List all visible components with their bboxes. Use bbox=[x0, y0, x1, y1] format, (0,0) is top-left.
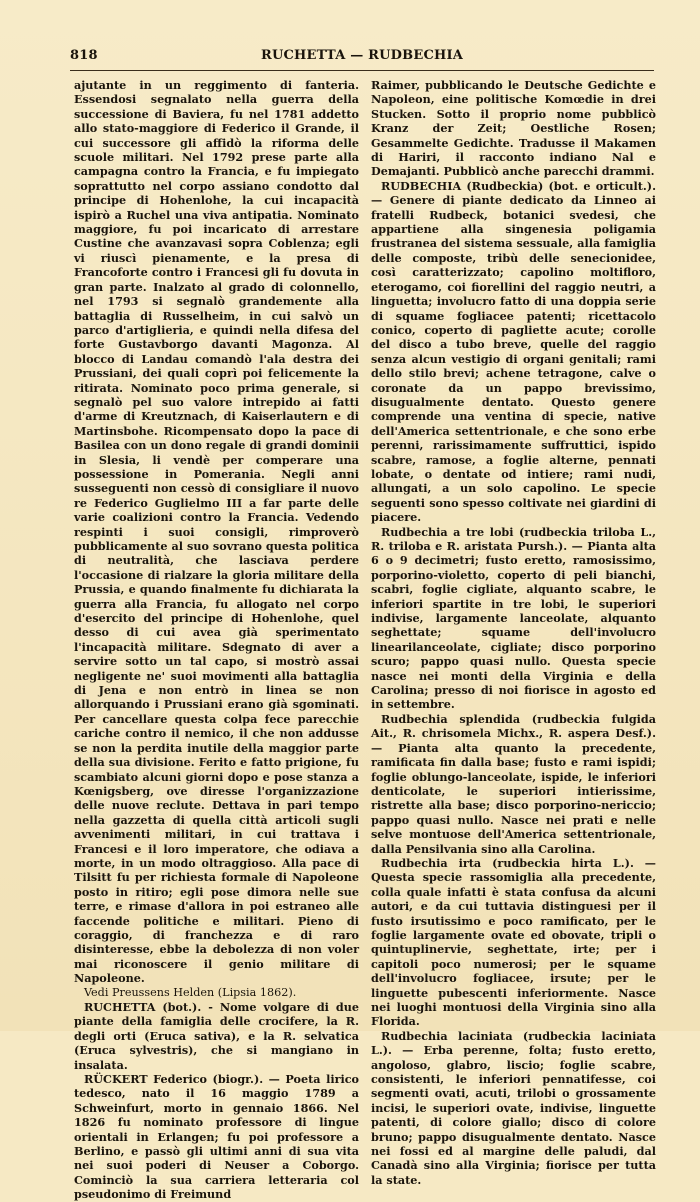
left-column bbox=[74, 78, 359, 1202]
entry-ruchetta: RUCHETTA (bot.). - Nome volgare di due piante della famiglia delle crocifere, la R. degli orti (Eruca sativa), e la R. selvatica (Eruca sylvestris), che si mangiano in insalata. bbox=[74, 1000, 359, 1072]
paragraph-continuation: Raimer, pubblicando le Deutsche Gedichte e Napoleon, eine politische Komœdie in drei Stucken. Sotto il proprio nome pubblicò Kranz der Zeit; Oestliche Rosen; Gesammelte Gedichte. Tradusse il Makamen di Hariri, il racconto indiano Nal e Demajanti. Pubblicò anche parecchi drammi. bbox=[371, 78, 656, 179]
running-head: RUCHETTA — RUDBECHIA bbox=[260, 48, 464, 63]
reference-note: Vedi Preussens Helden (Lipsia 1862). bbox=[84, 985, 297, 999]
entry-rudbechia-splendida: Rudbechia splendida (rudbeckia fulgida Ait., R. chrisomela Michx., R. aspera Desf.). — Pianta alta quanto la precedente, ramificata fin dalla base; fusto e rami ispidi; foglie oblungo-lanceolate, ispide, le inferiori denticolate, le superiori intierissime, ristrette alla base; disco porporino-nericcio; pappo quasi nullo. Nasce nei prati e nelle selve montuose dell'America settentrionale, dalla Pensilvania sino alla Carolina. bbox=[371, 711, 656, 856]
text-columns bbox=[74, 78, 656, 1202]
entry-rudbechia-irta: Rudbechia irta (rudbeckia hirta L.). — Questa specie rassomiglia alla precedente, colla quale infatti è stata confusa da alcuni autori, e da cui tuttavia distinguesi per il fusto irsutissimo e poco ramificato, per le foglie largamente ovate ed obovate, tripli o quintuplinervie, seghettate, irte; per i capitoli poco numerosi; per le squame dell'involucro fogliacee, irsute; per le linguette pubescenti inferiormente. Nasce nei luoghi montuosi della Virginia sino alla Florida. bbox=[371, 855, 656, 1029]
page-header bbox=[70, 46, 654, 68]
paragraph-continuation: ajutante in un reggimento di fanteria. Essendosi segnalato nella guerra della successione di Baviera, fu nel 1781 addetto allo stato-maggiore di Federico il Grande, il cui successore gli affidò la riforma delle scuole militari. Nel 1792 prese parte alla campagna contro la Francia, e fu impiegato soprattutto nel corpo assiano condotto dal principe di Hohenlohe, la cui incapacità ispirò a Ruchel una viva antipatia. Nominato maggiore, fu poi incaricato di arrestare Custine che avanzavasi sopra Coblenza; egli vi riuscì pienamente, e la presa di Francoforte contro i Francesi gli fu dovuta in gran parte. Inalzato al grado di colonnello, nel 1793 si segnalò grandemente alla battaglia di Russelheim, in cui salvò un parco d'artiglieria, e quindi nella difesa del forte Gustavborgo davanti Magonza. Al blocco di Landau comandò l'ala destra dei Prussiani, dei quali coprì poi felicemente la ritirata. Nominato poco prima generale, si segnalò pel suo valore intrepido ai fatti d'arme di Kreutznach, di Kaiserlautern e di Martinsbohe. Ricompensato dopo la pace di Basilea con un dono regale di grandi dominii in Slesia, li vendè per comperare una possessione in Pomerania. Negli anni susseguenti non cessò di consigliare il nuovo re Federico Guglielmo III a far parte delle varie coalizioni contro la Francia. Vedendo respinti i suoi consigli, rimproverò pubblicamente al suo sovrano questa politica di neutralità, che lasciava perdere l'occasione di rialzare la gloria militare della Prussia, e quando finalmente fu dichiarata la guerra alla Francia, fu allogato nel corpo d'esercito del principe di Hohenlohe, quel desso di cui avea già sperimentato l'incapacità militare. Sdegnato di aver a servire sotto un tal capo, si mostrò assai negligente ne' suoi movimenti alla battaglia di Jena e non entrò in linea se non allorquando i Prussiani erano già sgominati. Per cancellare questa colpa fece parecchie cariche contro il nemico, il che non addusse se non la perdita inutile della maggior parte della sua divisione. Ferito e fatto prigione, fu scambiato alcuni giorni dopo e pose stanza a Kœnigsberg, ove diresse l'organizzazione delle nuove reclute. Dettava in pari tempo nella gazzetta di quella città articoli sugli avvenimenti militari, in cui trattava i Francesi e il loro imperatore, che odiava a morte, in un modo oltraggioso. Alla pace di Tilsitt fu per richiesta formale di Napoleone posto in ritiro; egli pose dimora nelle sue terre, e rimase d'allora in poi estraneo alle faccende politiche e militari. Pieno di coraggio, di franchezza e di raro disinteresse, ebbe la debolezza di non voler mai riconoscere il genio militare di Napoleone. bbox=[74, 78, 359, 986]
page-number: 818 bbox=[70, 48, 98, 63]
entry-rudbechia-laciniata: Rudbechia laciniata (rudbeckia laciniata L.). — Erba perenne, folta; fusto eretto, angoloso, glabro, liscio; foglie scabre, consistenti, le inferiori pennatifesse, coi segmenti ovati, acuti, trilobi o grossamente incisi, le superiori ovate, indivise, linguette patenti, di colore giallo; disco di colore bruno; pappo disugualmente dentato. Nasce nei fossi ed al margine delle paludi, dal Canadà sino alla Virginia; fiorisce per tutta la state. bbox=[371, 1028, 656, 1187]
entry-rudbechia: RUDBECHIA (Rudbeckia) (bot. e orticult.). — Genere di piante dedicato da Linneo ai fratelli Rudbeck, botanici svedesi, che appartiene alla singenesia poligamia frustranea del sistema sessuale, alla famiglia delle composte, tribù delle senecionidee, così caratterizzato; capolino moltifloro, eterogamo, coi fiorellini del raggio neutri, a linguetta; involucro fatto di una doppia serie di squame fogliacee patenti; ricettacolo conico, coperto di pagliette acute; corolle del disco a tubo breve, quelle del raggio senza alcun vestigio di organi genitali; rami dello stilo brevi; achene tetragone, calve o coronate da un pappo brevissimo, disugualmente dentato. Questo genere comprende una ventina di specie, native dell'America settentrionale, e che sono erbe perenni, rarissimamente suffruttici, ispido scabre, ramose, a foglie alterne, pennati lobate, o dentate od intiere; rami nudi, allungati, a un solo capolino. Le specie seguenti sono spesso coltivate nei giardini di piacere. bbox=[371, 178, 656, 525]
header-rule bbox=[70, 70, 654, 71]
right-column bbox=[371, 78, 656, 1187]
entry-ruckert: RÜCKERT Federico (biogr.). — Poeta lirico tedesco, nato il 16 maggio 1789 a Schweinfurt, morto in gennaio 1866. Nel 1826 fu nominato professore di lingue orientali in Erlangen; fu poi professore a Berlino, e passò gli ultimi anni di sua vita nei suoi poderi di Neuser a Coborgo. Cominciò la sua carriera letteraria col pseudonimo di Freimund bbox=[74, 1072, 359, 1202]
entry-rudbechia-triloba: Rudbechia a tre lobi (rudbeckia triloba L., R. triloba e R. aristata Pursh.). — Pianta alta 6 o 9 decimetri; fusto eretto, ramosissimo, porporino-violetto, coperto di peli bianchi, scabri, foglie cigliate, alquanto scabre, le inferiori spartite in tre lobi, le superiori indivise, largamente lanceolate, alquanto seghettate; squame dell'involucro linearilanceolate, cigliate; disco porporino scuro; pappo quasi nullo. Questa specie nasce nei monti della Virginia e della Carolina; presso di noi fiorisce in agosto ed in settembre. bbox=[371, 524, 656, 712]
